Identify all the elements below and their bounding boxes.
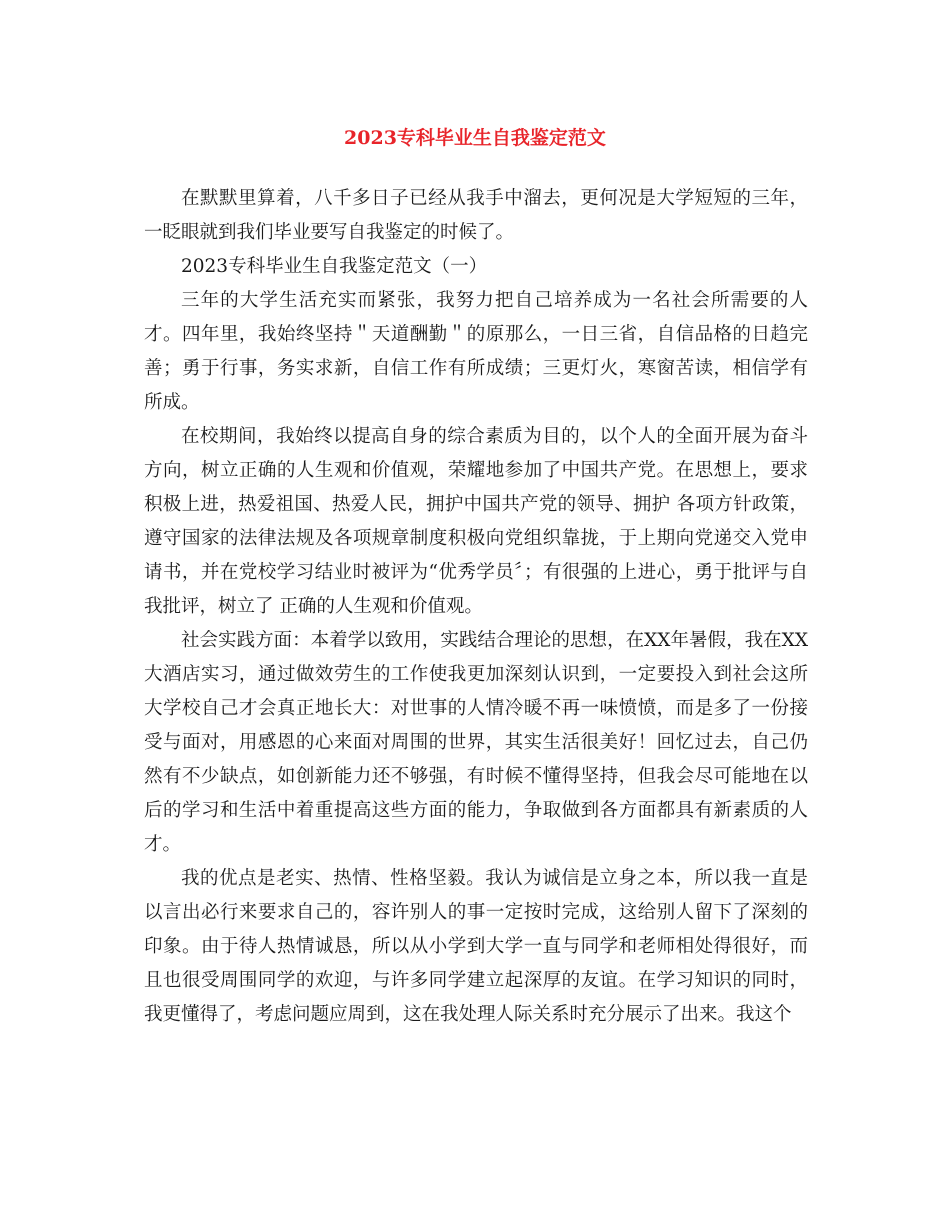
paragraph-school-period: 在校期间，我始终以提高自身的综合素质为目的，以个人的全面开展为奋斗方向，树立正确的人生观和价值观，荣耀地参加了中国共产党。在思想上，要求积极上进，热爱祖国、热爱人民，拥护中国共产党的领导、拥护 各项方针政策，遵守国家的法律法规及各项规章制度积极向党组织靠拢，于上期向党递交入党申请书，并在党校学习结业时被评为“优秀学员〞；有很强的上进心，勇于批评与自我批评，树立了 正确的人生观和价值观。 bbox=[144, 426, 808, 617]
paragraph-section-heading: 2023专科毕业生自我鉴定范文（一） bbox=[181, 256, 488, 277]
document-body bbox=[144, 182, 808, 1032]
document-title: 2023专科毕业生自我鉴定范文 bbox=[344, 127, 606, 149]
paragraph-intro: 在默默里算着，八千多日子已经从我手中溜去，更何况是大学短短的三年，一眨眼就到我们毕业要写自我鉴定的时候了。 bbox=[144, 188, 808, 243]
paragraph-social-practice: 社会实践方面：本着学以致用，实践结合理论的思想，在XX年暑假，我在XX大酒店实习，通过做效劳生的工作使我更加深刻认识到，一定要投入到社会这所大学校自己才会真正地长大：对世事的人情冷暖不再一味愤愤，而是多了一份接受与面对，用感恩的心来面对周围的世界，其实生活很美好！回忆过去，自己仍然有不少缺点，如创新能力还不够强，有时候不懂得坚持，但我会尽可能地在以后的学习和生活中着重提高这些方面的能力，争取做到各方面都具有新素质的人才。 bbox=[144, 630, 808, 855]
paragraph-strengths: 我的优点是老实、热情、性格坚毅。我认为诚信是立身之本，所以我一直是以言出必行来要求自己的，容许别人的事一定按时完成，这给别人留下了深刻的印象。由于待人热情诚恳，所以从小学到大学一直与同学和老师相处得很好，而且也很受周围同学的欢迎，与许多同学建立起深厚的友谊。在学习知识的同时，我更懂得了，考虑问题应周到，这在我处理人际关系时充分展示了出来。我这个 bbox=[144, 868, 808, 1025]
paragraph-college-life: 三年的大学生活充实而紧张，我努力把自己培养成为一名社会所需要的人才。四年里，我始终坚持＂天道酬勤＂的原那么，一日三省，自信品格的日趋完善；勇于行事，务实求新，自信工作有所成绩；三更灯火，寒窗苦读，相信学有所成。 bbox=[144, 290, 808, 413]
